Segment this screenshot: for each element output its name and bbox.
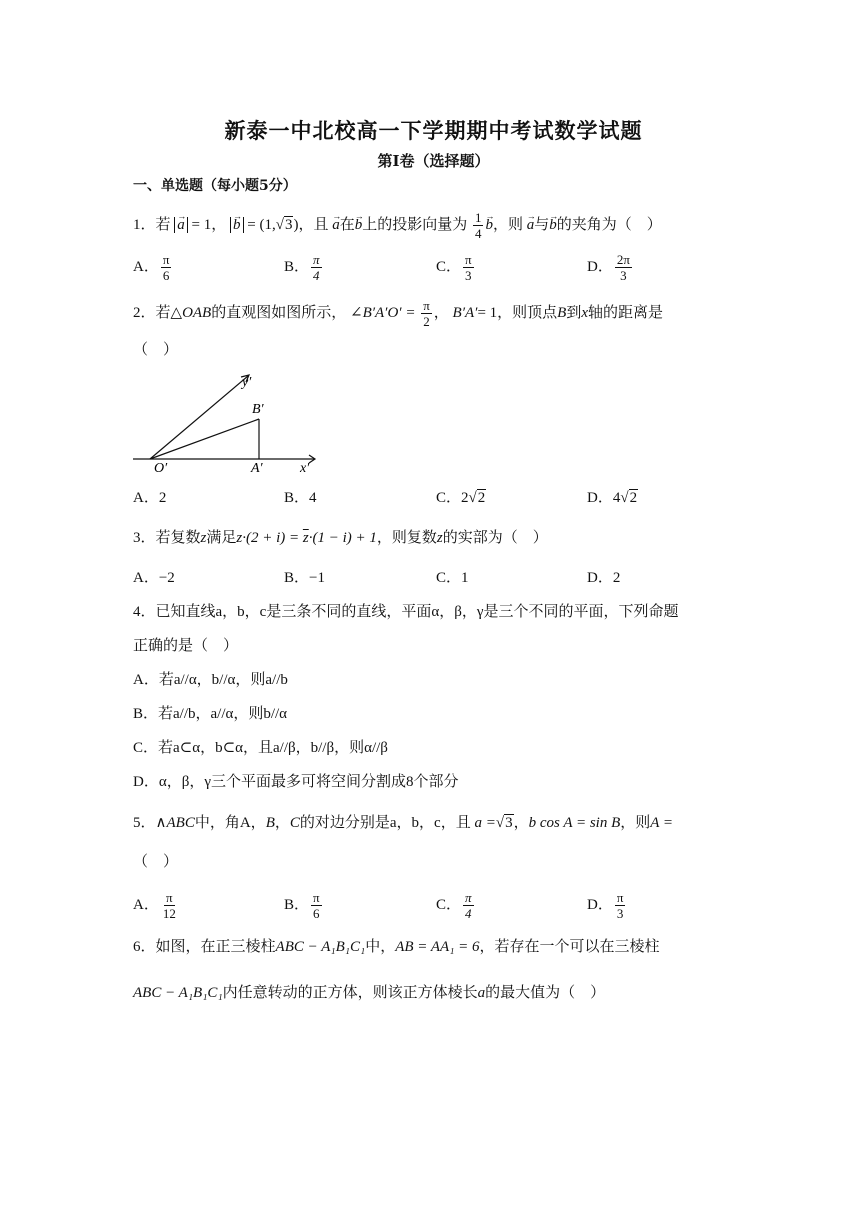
question-4: 4．已知直线a，b，c是三条不同的直线，平面α，β，γ是三个不同的平面，下列命题 — [133, 604, 679, 620]
q1-fraction: $\frac{1}{4}$ — [474, 210, 482, 241]
section-heading: 一、单选题（每小题5分） — [133, 178, 297, 194]
q3-option-c[interactable]: C．1 — [436, 570, 469, 586]
label-a: A′ — [251, 461, 263, 476]
q4-option-d[interactable]: D．α，β，γ三个平面最多可将空间分割成8个部分 — [133, 774, 459, 790]
q2-option-b[interactable]: B．4 — [284, 490, 317, 506]
q5-option-b[interactable]: B． $\frac{\pi}{6}$ — [284, 890, 320, 921]
q1-number: 1． — [133, 216, 156, 233]
page-title: 新泰一中北校高一下学期期中考试数学试题 — [224, 118, 643, 143]
q3-option-a[interactable]: A．−2 — [133, 570, 175, 586]
q5-paren: （ ） — [133, 854, 179, 870]
q5-option-d[interactable]: D． $\frac{\pi}{3}$ — [587, 890, 624, 921]
q1-option-a[interactable]: A． $\frac{\pi}{6}$ — [133, 252, 170, 283]
label-b: B′ — [252, 402, 264, 417]
q5-option-c[interactable]: C． $\frac{\pi}{4}$ — [436, 890, 472, 921]
q2-option-c[interactable]: C．2√2 — [436, 490, 486, 506]
y-axis-line — [150, 376, 248, 459]
q2-option-a[interactable]: A．2 — [133, 490, 167, 506]
q2-paren: （ ） — [133, 342, 179, 358]
q3-option-d[interactable]: D．2 — [587, 570, 621, 586]
q4-option-b[interactable]: B．若a//b，a//α，则b//α — [133, 706, 288, 722]
segment-ob — [150, 419, 259, 459]
page-subtitle: 第Ⅰ卷（选择题） — [377, 152, 490, 170]
label-y: y′ — [242, 375, 252, 390]
q5-option-a[interactable]: A． $\frac{\pi}{12}$ — [133, 890, 176, 921]
q4-option-c[interactable]: C．若a⊂α，b⊂α，且a//β，b//β，则α//β — [133, 740, 388, 756]
question-3: 3．若复数z满足$z\cdot(2 + i) = \overline{z}\cdot(1 - i) + 1$，则复数z的实部为（ ） — [133, 530, 548, 546]
question-1: 1．若 → a = 1， → b = (1,√3)，且 → a在→ b上的投影向量为 $\frac{1}{4}$ → b，则 → a与→ b的夹角为（ ） — [133, 210, 662, 241]
question-6-line2: ABC − A₁B₁C₁内任意转动的正方体，则该正方体棱长a的最大值为（ ） — [133, 985, 606, 1001]
q2-option-d[interactable]: D．4√2 — [587, 490, 638, 506]
q3-option-b[interactable]: B．−1 — [284, 570, 325, 586]
question-2: 2．若△OAB的直观图如图所示， ∠B′A′O′ = $\frac{\pi}{2}$ ， B′A′= 1，则顶点B到x轴的距离是 — [133, 298, 664, 329]
q1-abs-a: → a — [174, 217, 188, 233]
label-x: x′ — [300, 461, 310, 476]
q4-option-a[interactable]: A．若a//α，b//α，则a//b — [133, 672, 288, 688]
label-o: O′ — [154, 461, 168, 476]
q2-figure — [128, 365, 328, 477]
question-4-line2: 正确的是（ ） — [133, 638, 239, 654]
q1-option-c[interactable]: C． $\frac{\pi}{3}$ — [436, 252, 472, 283]
q1-option-d[interactable]: D． $\frac{2\pi}{3}$ — [587, 252, 630, 283]
question-5: 5．∧ABC中，角A，B，C的对边分别是a，b，c，且 a =√3，b cos A = sin B，则A = — [133, 815, 674, 831]
q1-option-b[interactable]: B． $\frac{\pi}{4}$ — [284, 252, 320, 283]
question-6: 6．如图，在正三棱柱ABC − A₁B₁C₁中，AB = AA₁ = 6，若存在一个可以在三棱柱 — [133, 939, 660, 955]
q1-abs-b: → b — [230, 217, 244, 233]
